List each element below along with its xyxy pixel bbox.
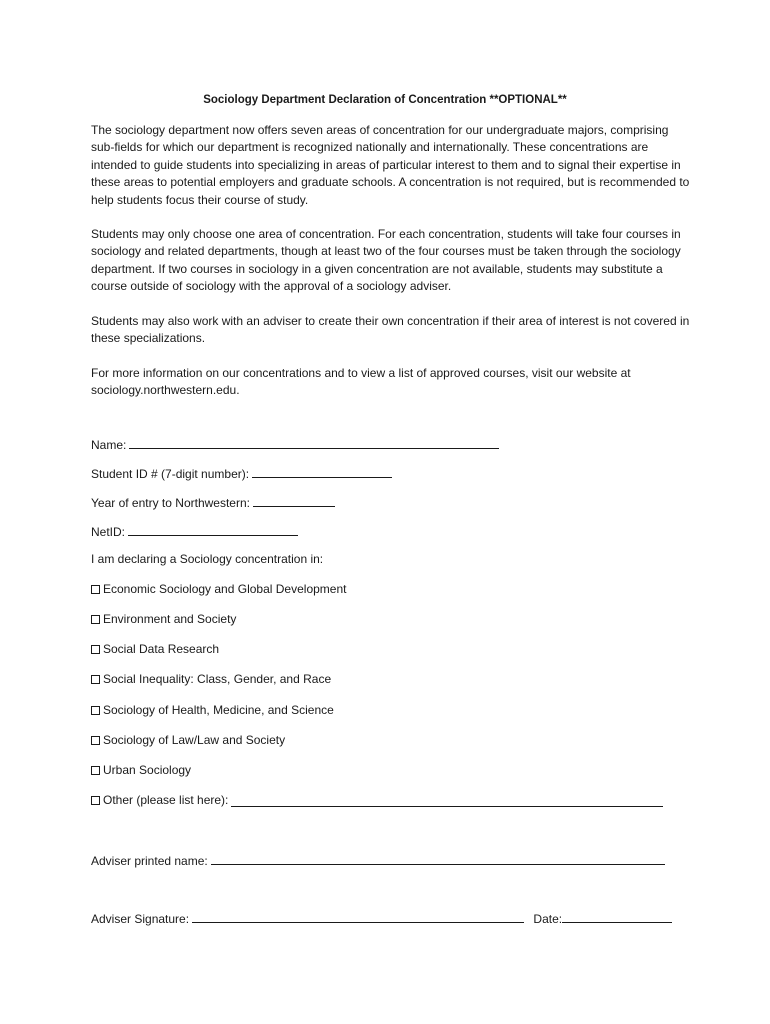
adviser-signature-input-line[interactable]: [192, 910, 524, 923]
year-of-entry-field: [91, 494, 335, 510]
year-of-entry-input-line[interactable]: [253, 494, 335, 507]
other-label: Other (please list here):: [103, 793, 229, 807]
student-id-field: [91, 465, 392, 481]
concentration-label: Sociology of Law/Law and Society: [103, 733, 286, 747]
concentration-option[interactable]: [91, 672, 331, 686]
concentration-label: Environment and Society: [103, 612, 237, 626]
intro-paragraph: The sociology department now offers seven areas of concentration for our undergraduate majors, comprising sub-fields for which our department is recognized nationally and internationally. These concentrations are intended to guide students into specializing in areas of particular interest to them and to signal their expertise in these areas to potential employers and graduate schools. A concentration is not required, but is recommended to help students focus their course of study.: [91, 123, 690, 207]
student-id-input-line[interactable]: [252, 465, 392, 478]
netid-label: NetID:: [91, 525, 126, 539]
concentration-label: Economic Sociology and Global Development: [103, 582, 347, 596]
date-input-line[interactable]: [562, 910, 672, 923]
netid-field: [91, 523, 298, 539]
concentration-option[interactable]: [91, 612, 236, 626]
concentration-label: Sociology of Health, Medicine, and Science: [103, 703, 334, 717]
date-label: Date:: [533, 912, 563, 926]
checkbox-icon[interactable]: [91, 645, 100, 654]
concentration-label: Social Inequality: Class, Gender, and Race: [103, 672, 332, 686]
adviser-name-field: [91, 852, 665, 868]
adviser-signature-label: Adviser Signature:: [91, 912, 190, 926]
netid-input-line[interactable]: [128, 523, 298, 536]
adviser-name-label: Adviser printed name:: [91, 854, 208, 868]
declaring-prompt: I am declaring a Sociology concentration in:: [91, 552, 324, 566]
adviser-name-input-line[interactable]: [211, 852, 665, 865]
checkbox-icon[interactable]: [91, 706, 100, 715]
name-input-line[interactable]: [129, 436, 499, 449]
name-field: [91, 436, 499, 452]
requirements-paragraph: Students may only choose one area of concentration. For each concentration, students will take four courses in sociology and related departments, though at least two of the four courses must be taken through the sociology department. If two courses in sociology in a given concentration are not available, students may substitute a course outside of sociology with the approval of a sociology adviser.: [91, 227, 681, 294]
checkbox-icon[interactable]: [91, 796, 100, 805]
student-id-label: Student ID # (7-digit number):: [91, 467, 250, 481]
more-info-paragraph: For more information on our concentrations and to view a list of approved courses, visit our website at sociology.northwestern.edu.: [91, 366, 631, 398]
checkbox-icon[interactable]: [91, 766, 100, 775]
checkbox-icon[interactable]: [91, 736, 100, 745]
document-title: Sociology Department Declaration of Concentration **OPTIONAL**: [203, 94, 567, 106]
checkbox-icon[interactable]: [91, 675, 100, 684]
name-label: Name:: [91, 438, 127, 452]
concentration-option[interactable]: [91, 733, 285, 747]
concentration-option[interactable]: [91, 703, 334, 717]
other-input-line[interactable]: [231, 794, 663, 807]
concentration-option[interactable]: [91, 582, 346, 596]
concentration-label: Urban Sociology: [103, 763, 192, 777]
concentration-label: Social Data Research: [103, 642, 220, 656]
adviser-signature-field: [91, 910, 672, 926]
checkbox-icon[interactable]: [91, 615, 100, 624]
concentration-option[interactable]: [91, 642, 219, 656]
checkbox-icon[interactable]: [91, 585, 100, 594]
custom-concentration-paragraph: Students may also work with an adviser to create their own concentration if their area of interest is not covered in these specializations.: [91, 314, 690, 346]
concentration-option[interactable]: [91, 763, 191, 777]
year-of-entry-label: Year of entry to Northwestern:: [91, 496, 250, 510]
concentration-option-other[interactable]: [91, 793, 663, 807]
